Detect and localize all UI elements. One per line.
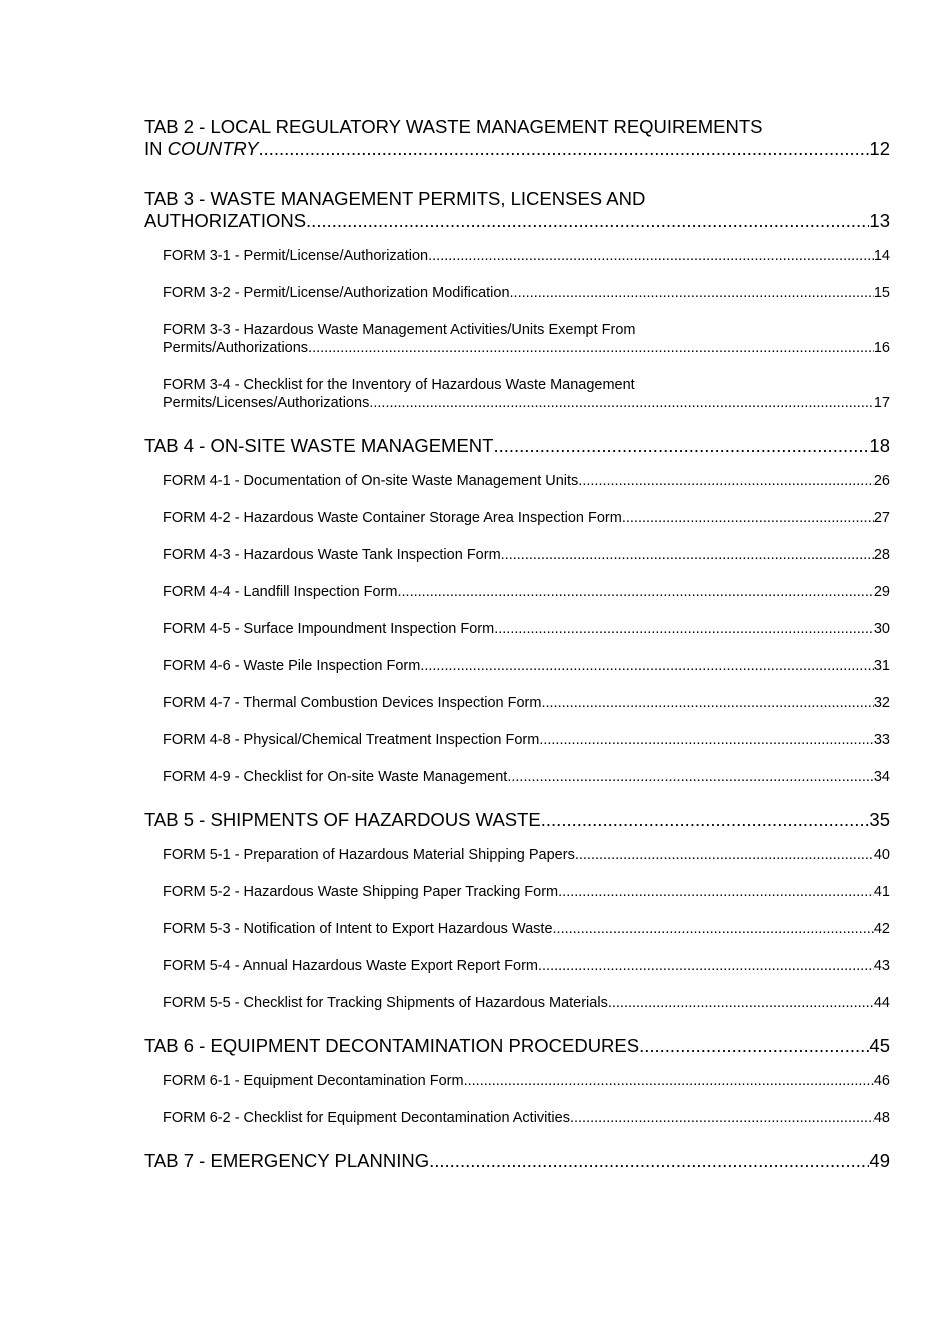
- dot-leader: [308, 339, 874, 357]
- toc-entry-title: FORM 3-1 - Permit/License/Authorization: [163, 248, 429, 264]
- dot-leader: [369, 394, 874, 412]
- toc-entry-title-cont: Permits/Licenses/Authorizations: [163, 395, 370, 411]
- page-number: 29: [873, 584, 890, 600]
- page-number: 40: [873, 847, 890, 863]
- dot-leader: [420, 657, 874, 675]
- dot-leader: [464, 1072, 874, 1090]
- toc-entry-form-4-6[interactable]: [163, 657, 890, 675]
- toc-entry-form-3-2[interactable]: [163, 284, 890, 302]
- toc-entry-form-5-2[interactable]: [163, 883, 890, 901]
- dot-leader: [578, 472, 874, 490]
- toc-entry-form-5-5[interactable]: [163, 994, 890, 1012]
- dot-leader: [553, 920, 874, 938]
- toc-entry-tab-6[interactable]: [144, 1035, 890, 1057]
- dot-leader: [570, 1109, 874, 1127]
- page-number: 28: [873, 547, 890, 563]
- dot-leader: [639, 1035, 869, 1057]
- toc-entry-form-4-9[interactable]: [163, 768, 890, 786]
- toc-entry-title: FORM 4-6 - Waste Pile Inspection Form: [163, 658, 421, 674]
- table-of-contents: [144, 116, 890, 1172]
- dot-leader: [541, 694, 873, 712]
- toc-entry-form-6-2[interactable]: [163, 1109, 890, 1127]
- toc-entry-title: FORM 4-5 - Surface Impoundment Inspection Form: [163, 621, 495, 637]
- toc-entry-form-4-4[interactable]: [163, 583, 890, 601]
- page-number: 30: [873, 621, 890, 637]
- toc-entry-tab-2[interactable]: [144, 116, 890, 160]
- toc-entry-form-4-2[interactable]: [163, 509, 890, 527]
- toc-entry-form-5-1[interactable]: [163, 846, 890, 864]
- page-number: 33: [873, 732, 890, 748]
- page-number: 12: [869, 138, 890, 159]
- dot-leader: [558, 883, 874, 901]
- page-number: 15: [873, 285, 890, 301]
- dot-leader: [538, 957, 874, 975]
- toc-entry-title: TAB 4 - ON-SITE WASTE MANAGEMENT: [144, 435, 494, 456]
- page-number: 49: [869, 1150, 890, 1171]
- page-number: 34: [873, 769, 890, 785]
- toc-entry-form-4-5[interactable]: [163, 620, 890, 638]
- dot-leader: [501, 546, 874, 564]
- page-number: 26: [873, 473, 890, 489]
- toc-entry-title-prefix: IN: [144, 138, 168, 159]
- dot-leader: [428, 247, 874, 265]
- toc-entry-form-4-3[interactable]: [163, 546, 890, 564]
- page-number: 31: [873, 658, 890, 674]
- toc-entry-title: FORM 5-2 - Hazardous Waste Shipping Paper Tracking Form: [163, 884, 559, 900]
- toc-entry-title: TAB 6 - EQUIPMENT DECONTAMINATION PROCEDURES: [144, 1035, 640, 1056]
- toc-entry-title: FORM 3-2 - Permit/License/Authorization Modification: [163, 285, 510, 301]
- toc-entry-title: FORM 6-2 - Checklist for Equipment Decontamination Activities: [163, 1110, 570, 1126]
- country-placeholder: COUNTRY: [167, 138, 259, 159]
- toc-entry-form-3-3[interactable]: [163, 321, 890, 357]
- toc-entry-form-4-7[interactable]: [163, 694, 890, 712]
- page-number: 45: [869, 1035, 890, 1056]
- page-number: 27: [873, 510, 890, 526]
- toc-entry-form-3-1[interactable]: [163, 247, 890, 265]
- dot-leader: [429, 1150, 869, 1172]
- dot-leader: [398, 583, 874, 601]
- dot-leader: [539, 731, 874, 749]
- toc-entry-tab-4[interactable]: [144, 435, 890, 457]
- toc-entry-form-6-1[interactable]: [163, 1072, 890, 1090]
- page-number: 46: [873, 1073, 890, 1089]
- dot-leader: [575, 846, 874, 864]
- toc-entry-title: FORM 5-1 - Preparation of Hazardous Material Shipping Papers: [163, 847, 575, 863]
- page-number: 42: [873, 921, 890, 937]
- dot-leader: [494, 620, 874, 638]
- page-number: 16: [873, 340, 890, 356]
- toc-entry-title: FORM 3-4 - Checklist for the Inventory of Hazardous Waste Management: [163, 377, 635, 393]
- toc-entry-title: FORM 4-9 - Checklist for On-site Waste Management: [163, 769, 508, 785]
- toc-entry-title: FORM 3-3 - Hazardous Waste Management Activities/Units Exempt From: [163, 322, 636, 338]
- toc-entry-title: TAB 2 - LOCAL REGULATORY WASTE MANAGEMENT REQUIREMENTS: [144, 116, 763, 137]
- toc-entry-title-cont: AUTHORIZATIONS: [144, 210, 307, 231]
- toc-entry-title: FORM 6-1 - Equipment Decontamination Form: [163, 1073, 464, 1089]
- dot-leader: [510, 284, 874, 302]
- toc-entry-title: FORM 4-1 - Documentation of On-site Waste Management Units: [163, 473, 579, 489]
- toc-entry-title: TAB 5 - SHIPMENTS OF HAZARDOUS WASTE: [144, 809, 541, 830]
- toc-entry-tab-5[interactable]: [144, 809, 890, 831]
- page-number: 48: [873, 1110, 890, 1126]
- toc-entry-title: FORM 4-4 - Landfill Inspection Form: [163, 584, 398, 600]
- toc-entry-title: FORM 5-3 - Notification of Intent to Export Hazardous Waste: [163, 921, 553, 937]
- page-number: 35: [869, 809, 890, 830]
- page-number: 14: [873, 248, 890, 264]
- dot-leader: [622, 509, 874, 527]
- toc-entry-title: FORM 4-7 - Thermal Combustion Devices Inspection Form: [163, 695, 542, 711]
- page-number: 32: [873, 695, 890, 711]
- page-number: 41: [873, 884, 890, 900]
- page-number: 43: [873, 958, 890, 974]
- toc-entry-title: FORM 4-8 - Physical/Chemical Treatment Inspection Form: [163, 732, 540, 748]
- dot-leader: [608, 994, 874, 1012]
- toc-entry-form-4-8[interactable]: [163, 731, 890, 749]
- toc-entry-title-cont: Permits/Authorizations: [163, 340, 309, 356]
- toc-entry-title: FORM 5-5 - Checklist for Tracking Shipments of Hazardous Materials: [163, 995, 608, 1011]
- toc-entry-title: TAB 3 - WASTE MANAGEMENT PERMITS, LICENSES AND: [144, 188, 646, 209]
- toc-entry-title: FORM 4-2 - Hazardous Waste Container Storage Area Inspection Form: [163, 510, 622, 526]
- dot-leader: [493, 435, 869, 457]
- toc-entry-tab-7[interactable]: [144, 1150, 890, 1172]
- dot-leader: [258, 138, 869, 160]
- toc-entry-form-5-3[interactable]: [163, 920, 890, 938]
- page-number: 18: [869, 435, 890, 456]
- dot-leader: [541, 809, 870, 831]
- dot-leader: [507, 768, 874, 786]
- toc-entry-form-3-4[interactable]: [163, 376, 890, 412]
- toc-entry-title: TAB 7 - EMERGENCY PLANNING: [144, 1150, 430, 1171]
- page-number: 13: [869, 210, 890, 231]
- toc-entry-form-5-4[interactable]: [163, 957, 890, 975]
- toc-entry-form-4-1[interactable]: [163, 472, 890, 490]
- toc-entry-title: FORM 4-3 - Hazardous Waste Tank Inspection Form: [163, 547, 501, 563]
- dot-leader: [306, 210, 869, 232]
- toc-entry-title: FORM 5-4 - Annual Hazardous Waste Export Report Form: [163, 958, 538, 974]
- toc-entry-tab-3[interactable]: [144, 188, 890, 232]
- page-number: 17: [873, 395, 890, 411]
- page-number: 44: [873, 995, 890, 1011]
